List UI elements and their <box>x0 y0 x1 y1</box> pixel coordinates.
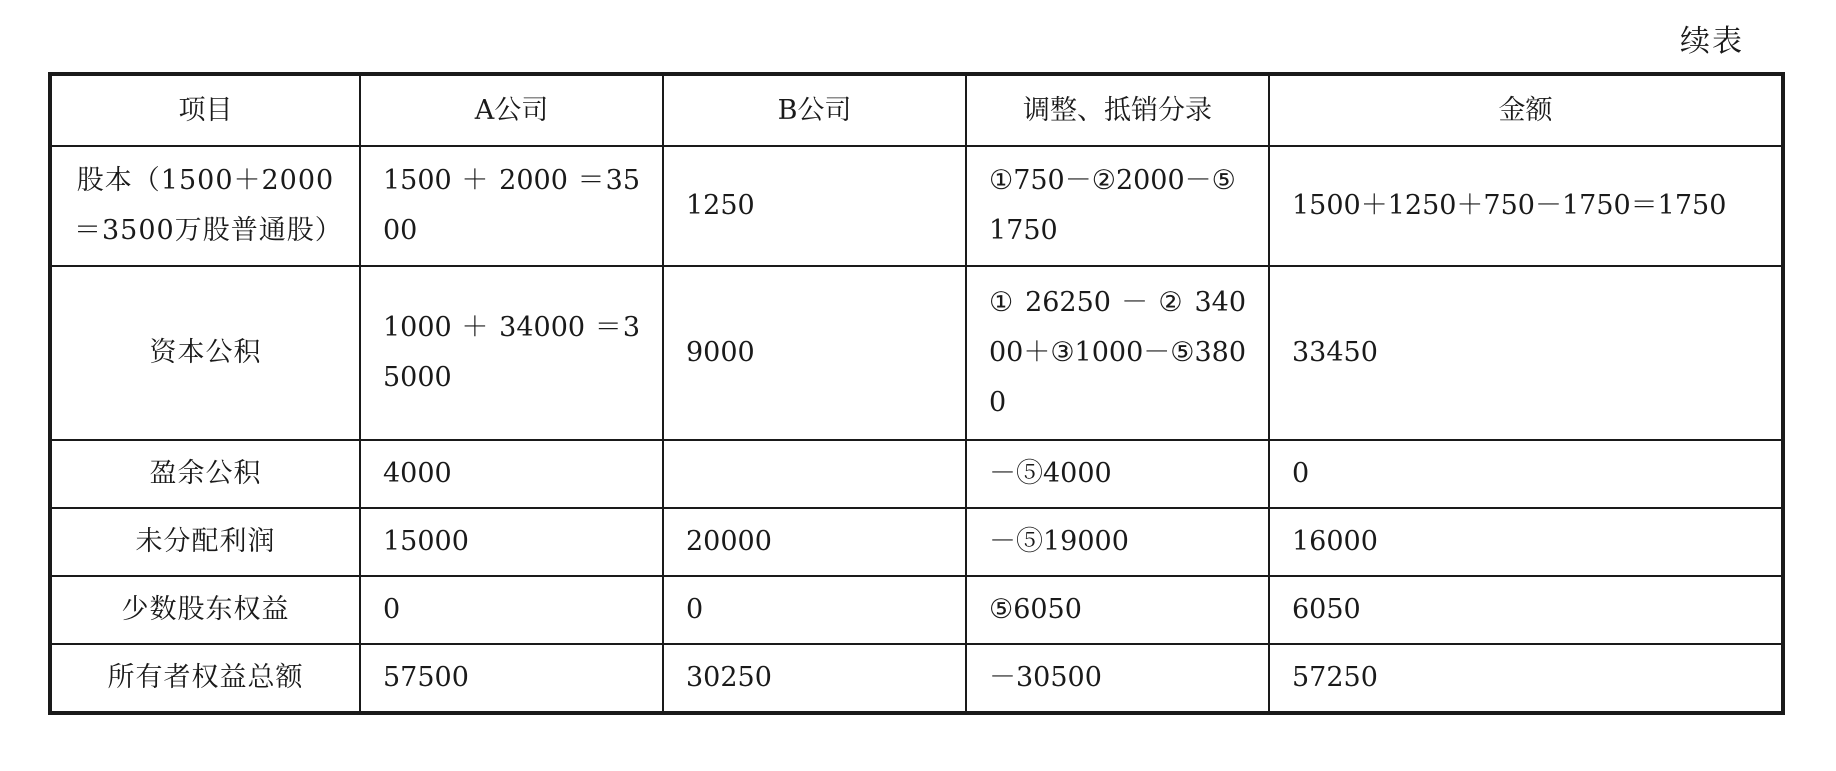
row-adjustment: ⑤6050 <box>966 576 1269 644</box>
row-amount: 57250 <box>1269 644 1783 713</box>
row-item: 所有者权益总额 <box>50 644 360 713</box>
table-row <box>50 644 1783 713</box>
row-item: 盈余公积 <box>50 440 360 508</box>
row-amount: 6050 <box>1269 576 1783 644</box>
row-company-a: 1000 ＋ 34000 ＝35000 <box>360 266 663 440</box>
row-item: 未分配利润 <box>50 508 360 576</box>
row-adjustment: ① 26250 － ② 34000＋③1000－⑤3800 <box>966 266 1269 440</box>
row-adjustment: ①750－②2000－⑤1750 <box>966 146 1269 266</box>
header-item: 项目 <box>50 74 360 146</box>
row-company-a: 0 <box>360 576 663 644</box>
header-adjustment: 调整、抵销分录 <box>966 74 1269 146</box>
row-amount: 33450 <box>1269 266 1783 440</box>
table-row <box>50 266 1783 440</box>
row-company-a: 4000 <box>360 440 663 508</box>
table-row <box>50 146 1783 266</box>
row-company-b <box>663 440 966 508</box>
row-company-b: 30250 <box>663 644 966 713</box>
row-adjustment: －30500 <box>966 644 1269 713</box>
row-item: 股本（1500＋2000＝3500万股普通股） <box>50 146 360 266</box>
row-adjustment: －⑤19000 <box>966 508 1269 576</box>
row-company-a: 57500 <box>360 644 663 713</box>
row-amount: 1500＋1250＋750－1750＝1750 <box>1269 146 1783 266</box>
row-item: 资本公积 <box>50 266 360 440</box>
row-company-b: 1250 <box>663 146 966 266</box>
row-company-b: 9000 <box>663 266 966 440</box>
table-row <box>50 440 1783 508</box>
row-company-b: 0 <box>663 576 966 644</box>
header-amount: 金额 <box>1269 74 1783 146</box>
row-company-a: 15000 <box>360 508 663 576</box>
row-company-a: 1500 ＋ 2000 ＝3500 <box>360 146 663 266</box>
header-company-b: B公司 <box>663 74 966 146</box>
table-row <box>50 508 1783 576</box>
table-header-row <box>50 74 1783 146</box>
row-amount: 16000 <box>1269 508 1783 576</box>
row-item: 少数股东权益 <box>50 576 360 644</box>
table-row <box>50 576 1783 644</box>
consolidation-table <box>48 72 1785 715</box>
row-adjustment: －⑤4000 <box>966 440 1269 508</box>
header-company-a: A公司 <box>360 74 663 146</box>
row-amount: 0 <box>1269 440 1783 508</box>
continued-table-label: 续表 <box>1680 24 1744 59</box>
row-company-b: 20000 <box>663 508 966 576</box>
